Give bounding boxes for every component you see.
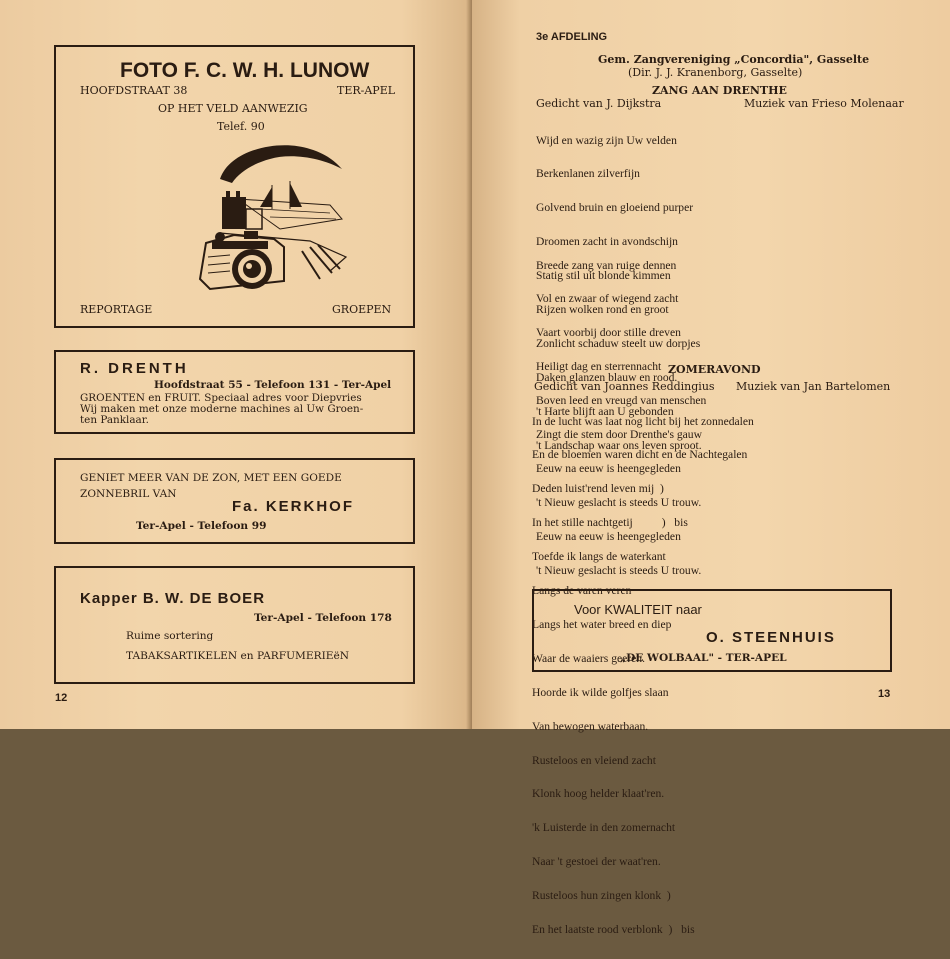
- verse-line: Naar 't gestoei der waat'ren.: [532, 855, 661, 869]
- section-heading: 3e AFDELING: [536, 31, 608, 43]
- song1-music-credit: Muziek van Frieso Molenaar: [744, 97, 904, 110]
- verse-line: 't Nieuw geslacht is steeds U trouw.: [536, 495, 702, 509]
- verse-line: Deden luist'rend leven mij ): [532, 482, 664, 496]
- verse-line: Zonlicht schaduw steelt uw dorpjes: [536, 336, 701, 350]
- verse-line: 'k Luisterde in den zomernacht: [532, 821, 676, 835]
- verse-line: Statig stil uit blonde kimmen: [536, 269, 671, 283]
- verse-line: Vaart voorbij door stille dreven: [536, 326, 681, 340]
- verse-line: Zingt die stem door Drenthe's gauw: [536, 428, 702, 442]
- verse-line: Eeuw na eeuw is heengegleden: [536, 529, 681, 543]
- verse-line: Klonk hoog helder klaat'ren.: [532, 787, 665, 801]
- verse-line: Rusteloos en vleiend zacht: [532, 753, 656, 767]
- choir-name: Gem. Zangvereniging „Concordia", Gasselte: [598, 53, 870, 66]
- verse-line: Rusteloos hun zingen klonk ): [532, 889, 671, 903]
- verse-line: Rijzen wolken rond en groot: [536, 303, 669, 317]
- ad-deboer-contact: Ter-Apel - Telefoon 178: [254, 612, 392, 624]
- ad-drenth-name: R. DRENTH: [80, 360, 189, 377]
- ad-lunow-phone: Telef. 90: [217, 120, 265, 133]
- left-page: [0, 0, 472, 729]
- choir-director: (Dir. J. J. Kranenborg, Gasselte): [628, 66, 803, 79]
- verse-line: Van bewogen waterbaan.: [532, 719, 649, 733]
- ad-deboer: [54, 566, 415, 684]
- ad-drenth: [54, 350, 415, 434]
- ad-deboer-line-1: Ruime sortering: [126, 630, 214, 642]
- ad-drenth-line-1: GROENTEN en FRUIT. Speciaal adres voor Diepvries: [80, 392, 362, 404]
- ad-lunow-address: HOOFDSTRAAT 38: [80, 84, 188, 97]
- ad-lunow-left-footer: REPORTAGE: [80, 303, 153, 316]
- ad-deboer-line-2: TABAKSARTIKELEN en PARFUMERIEëN: [126, 650, 350, 662]
- verse-line: Berkenlanen zilverfijn: [536, 167, 640, 181]
- verse-line: Waar de waaiers geeren.: [532, 651, 645, 665]
- verse-line: En de bloemen waren dicht en de Nachtegalen: [532, 448, 748, 462]
- ad-lunow: [54, 45, 415, 328]
- ad-steenhuis: [532, 589, 892, 672]
- page-number-left: 12: [55, 692, 68, 704]
- right-page: [472, 0, 950, 936]
- song2-music-credit: Muziek van Jan Bartelomen: [736, 380, 891, 393]
- ad-kerkhof-contact: Ter-Apel - Telefoon 99: [136, 520, 267, 532]
- verse-line: Eeuw na eeuw is heengegleden: [536, 461, 681, 475]
- camera-illustration: [160, 139, 350, 299]
- ad-kerkhof-name: Fa. KERKHOF: [232, 498, 355, 515]
- song1-poem-credit: Gedicht van J. Dijkstra: [536, 97, 662, 110]
- verse-line: Toefde ik langs de waterkant: [532, 550, 666, 564]
- ad-kerkhof-line-2: ZONNEBRIL VAN: [80, 488, 177, 500]
- ad-kerkhof-line-1: GENIET MEER VAN DE ZON, MET EEN GOEDE: [80, 472, 342, 484]
- verse-line: Wijd en wazig zijn Uw velden: [536, 133, 677, 147]
- verse-line: In het stille nachtgetij ) bis: [532, 516, 688, 530]
- verse-line: Daken glanzen blauw en rood.: [536, 370, 678, 384]
- ad-lunow-town: TER-APEL: [337, 84, 396, 97]
- ad-lunow-line: OP HET VELD AANWEZIG: [158, 102, 308, 115]
- verse-line: Vol en zwaar of wiegend zacht: [536, 292, 679, 306]
- song2-poem-credit: Gedicht van Joannes Reddingius: [534, 380, 715, 393]
- verse-line: Hoorde ik wilde golfjes slaan: [532, 685, 669, 699]
- song2-title: ZOMERAVOND: [668, 363, 761, 376]
- song1-title: ZANG AAN DRENTHE: [652, 84, 787, 97]
- verse-line: Langs de varen veren: [532, 584, 632, 598]
- verse-line: En het laatste rood verblonk ) bis: [532, 922, 695, 936]
- verse-line: 't Nieuw geslacht is steeds U trouw.: [536, 563, 702, 577]
- verse-line: In de lucht was laat nog licht bij het zonnedalen: [532, 414, 754, 428]
- ad-lunow-title: FOTO F. C. W. H. LUNOW: [120, 59, 370, 82]
- verse-line: Breede zang van ruige dennen: [536, 258, 677, 272]
- verse-line: 't Harte blijft aan U gebonden: [536, 404, 674, 418]
- verse-line: Langs het water breed en diep: [532, 617, 672, 631]
- ad-steenhuis-contact: „DE WOLBAAL" - TER-APEL: [620, 652, 787, 664]
- ad-steenhuis-name: O. STEENHUIS: [706, 629, 836, 646]
- verse-line: Boven leed en vreugd van menschen: [536, 394, 707, 408]
- song2-verse: [532, 393, 754, 958]
- ad-drenth-contact: Hoofdstraat 55 - Telefoon 131 - Ter-Apel: [154, 379, 392, 391]
- ad-drenth-line-2: Wij maken met onze moderne machines al Uw Groen-: [80, 403, 364, 415]
- ad-kerkhof: [54, 458, 415, 544]
- ad-deboer-name: Kapper B. W. DE BOER: [80, 590, 266, 607]
- page-number-right: 13: [878, 688, 891, 700]
- verse-line: Heiligt dag en sterrennacht: [536, 360, 662, 374]
- verse-line: 't Landschap waar ons leven sproot.: [536, 438, 702, 452]
- verse-line: Droomen zacht in avondschijn: [536, 235, 678, 249]
- ad-drenth-line-3: ten Panklaar.: [80, 414, 149, 426]
- verse-line: Golvend bruin en gloeiend purper: [536, 201, 694, 215]
- ad-lunow-right-footer: GROEPEN: [332, 303, 392, 316]
- ad-steenhuis-line-1: Voor KWALITEIT naar: [574, 602, 702, 617]
